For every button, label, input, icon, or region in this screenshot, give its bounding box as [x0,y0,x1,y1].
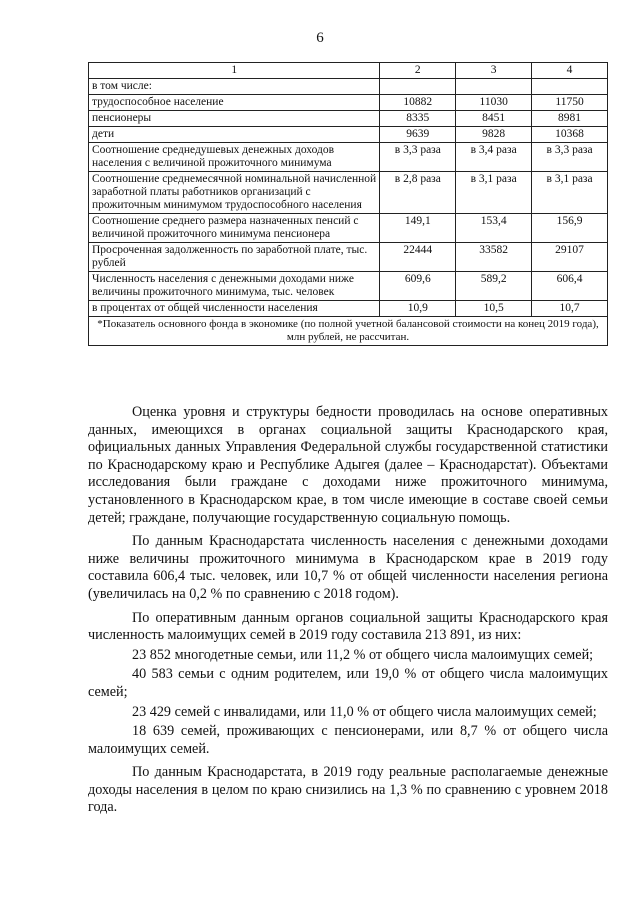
value-cell: 9639 [380,127,456,143]
value-cell: 606,4 [532,272,608,301]
value-cell: 33582 [456,243,532,272]
table-row [89,143,608,172]
table-header-row [89,63,608,79]
paragraph: 18 639 семей, проживающих с пенсионерами, или 8,7 % от общего числа малоимущих семей. [88,723,608,757]
table-footnote: *Показатель основного фонда в экономике (по полной учетной балансовой стоимости на конец 2019 года), млн рублей, не рассчитан. [89,317,608,346]
value-cell: в 3,1 раза [532,172,608,214]
table-row [89,95,608,111]
paragraph: Оценка уровня и структуры бедности проводилась на основе оперативных данных, имеющихся в органах социальной защиты Краснодарского края, официальных данных Управления Федеральной службы государственной статистики по Краснодарскому краю и Республике Адыгея (далее – Краснодарстат). Объектами исследования были граждане с доходами ниже прожиточного минимума, установленного в Краснодарском крае, в том числе имеющие в составе своей семьи детей; граждане, получающие государственную социальную помощь. [88,404,608,526]
row-label: Соотношение среднедушевых денежных доходов населения с величиной прожиточного минимума [89,143,380,172]
row-label: трудоспособное население [89,95,380,111]
value-cell: 11030 [456,95,532,111]
row-label: Численность населения с денежными доходами ниже величины прожиточного минимума, тыс. человек [89,272,380,301]
table-row [89,127,608,143]
paragraph: 23 852 многодетные семьи, или 11,2 % от общего числа малоимущих семей; [132,646,594,663]
footnote-row [89,317,608,346]
paragraph: По данным Краснодарстата численность населения с денежными доходами ниже величины прожиточного минимума в Краснодарском крае в 2019 году составила 606,4 тыс. человек, или 10,7 % от общей численности населения региона (увеличилась на 0,2 % по сравнению с 2018 годом). [88,533,608,602]
value-cell [380,79,456,95]
paragraph: 23 429 семей с инвалидами, или 11,0 % от общего числа малоимущих семей; [132,703,597,720]
page-number: 6 [316,30,324,46]
row-label: в том числе: [89,79,380,95]
row-label: пенсионеры [89,111,380,127]
value-cell: в 2,8 раза [380,172,456,214]
value-cell: 11750 [532,95,608,111]
value-cell: в 3,1 раза [456,172,532,214]
value-cell: 589,2 [456,272,532,301]
value-cell: 9828 [456,127,532,143]
table-row [89,301,608,317]
value-cell: 10368 [532,127,608,143]
statistics-table [88,62,608,346]
value-cell: в 3,3 раза [532,143,608,172]
value-cell: 29107 [532,243,608,272]
header-cell: 2 [380,63,456,79]
value-cell: 609,6 [380,272,456,301]
row-label: Соотношение среднемесячной номинальной начисленной заработной платы работников организаций с прожиточным минимумом трудоспособного населения [89,172,380,214]
value-cell: в 3,3 раза [380,143,456,172]
value-cell: 8335 [380,111,456,127]
value-cell [532,79,608,95]
row-label: Соотношение среднего размера назначенных пенсий с величиной прожиточного минимума пенсионера [89,214,380,243]
row-label: в процентах от общей численности населения [89,301,380,317]
value-cell: 8981 [532,111,608,127]
value-cell: 156,9 [532,214,608,243]
table-row [89,79,608,95]
header-cell: 1 [89,63,380,79]
row-label: Просроченная задолженность по заработной плате, тыс. рублей [89,243,380,272]
body-text [88,404,608,823]
value-cell: 149,1 [380,214,456,243]
value-cell: 10,5 [456,301,532,317]
header-cell: 4 [532,63,608,79]
value-cell: 10882 [380,95,456,111]
row-label: дети [89,127,380,143]
header-cell: 3 [456,63,532,79]
value-cell: 10,9 [380,301,456,317]
table-row [89,243,608,272]
value-cell: в 3,4 раза [456,143,532,172]
value-cell: 8451 [456,111,532,127]
table-row [89,172,608,214]
value-cell [456,79,532,95]
table-row [89,111,608,127]
paragraph: По данным Краснодарстата, в 2019 году реальные располагаемые денежные доходы населения в целом по краю снизились на 1,3 % по сравнению с уровнем 2018 года. [88,764,608,816]
table-row [89,214,608,243]
value-cell: 153,4 [456,214,532,243]
paragraph: По оперативным данным органов социальной защиты Краснодарского края численность малоимущих семей в 2019 году составила 213 891, из них: [88,609,608,644]
value-cell: 22444 [380,243,456,272]
value-cell: 10,7 [532,301,608,317]
table-row [89,272,608,301]
paragraph: 40 583 семьи с одним родителем, или 19,0 % от общего числа малоимущих семей; [88,666,608,700]
